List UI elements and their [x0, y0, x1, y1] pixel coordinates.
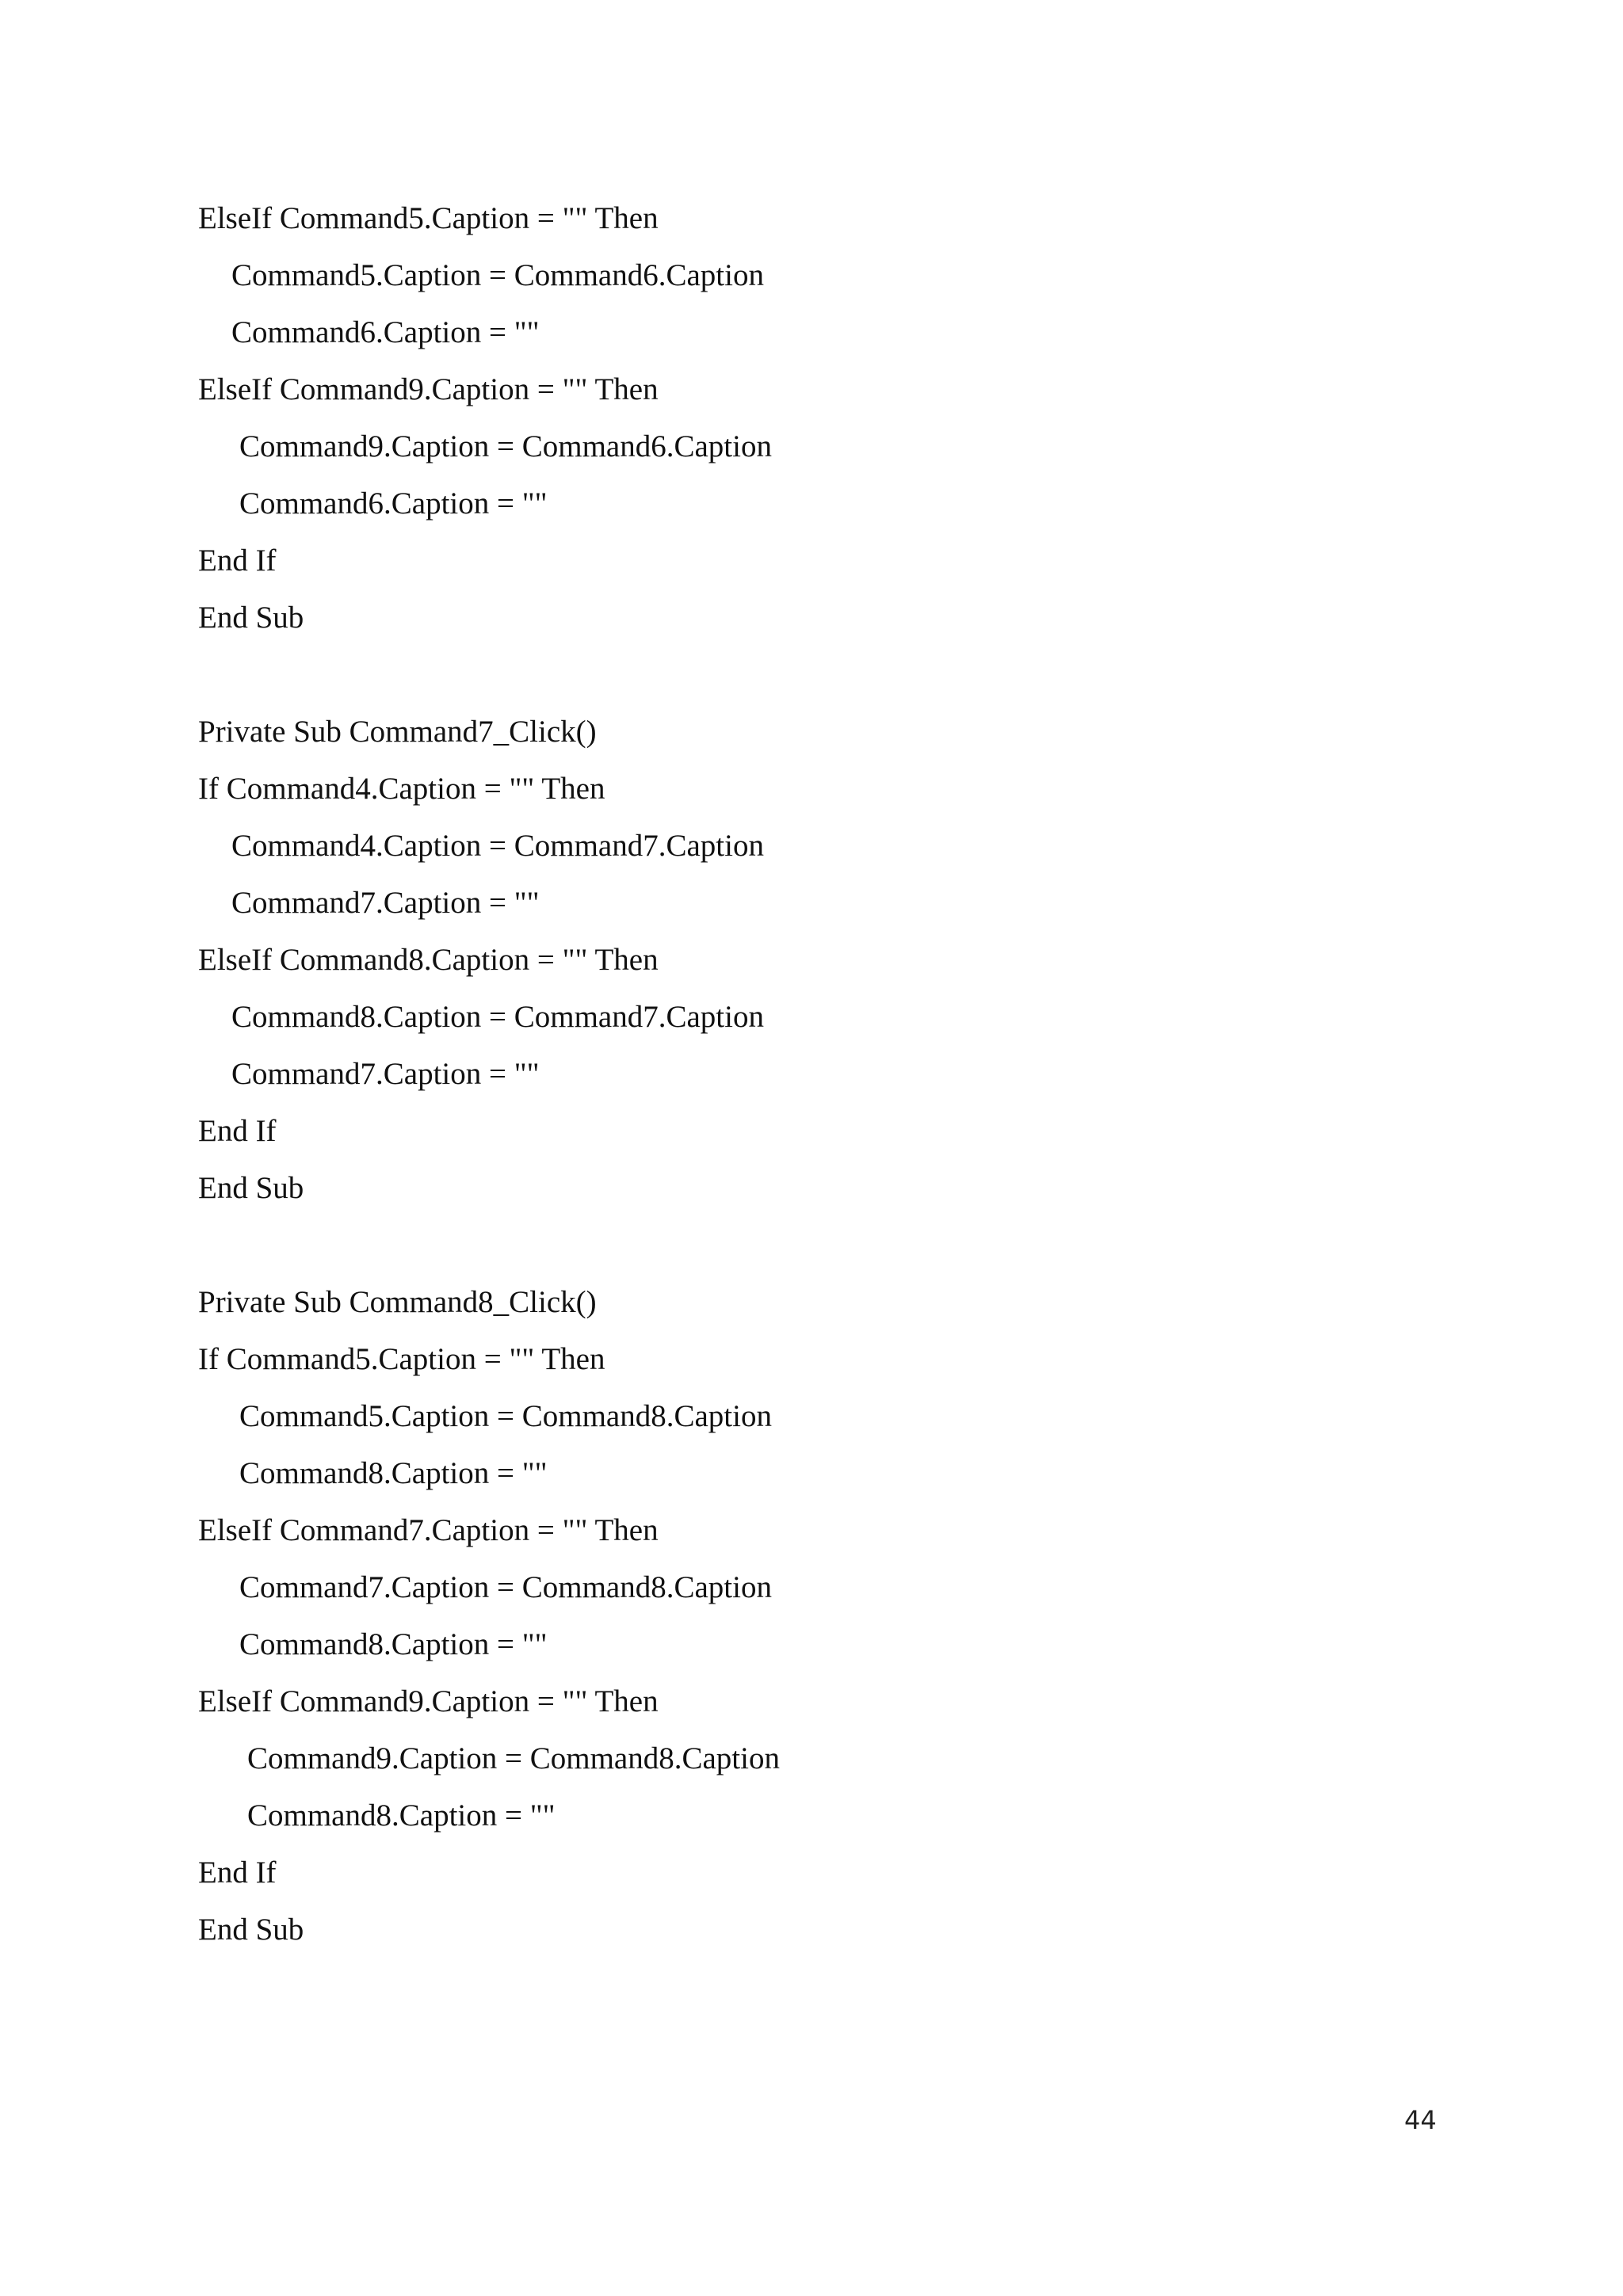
- code-line: Command8.Caption = "": [239, 1627, 548, 1661]
- code-line: ElseIf Command5.Caption = "" Then: [198, 201, 659, 235]
- code-line: End Sub: [198, 601, 304, 635]
- code-line: ElseIf Command9.Caption = "" Then: [198, 372, 659, 406]
- code-line: ElseIf Command8.Caption = "" Then: [198, 943, 659, 977]
- blank-line: [198, 651, 780, 708]
- code-line: End Sub: [198, 1913, 304, 1947]
- code-line: Command5.Caption = Command6.Caption: [231, 258, 764, 292]
- code-line: Command9.Caption = Command6.Caption: [239, 429, 772, 463]
- code-line: If Command4.Caption = "" Then: [198, 772, 605, 806]
- code-line: Command6.Caption = "": [231, 315, 540, 349]
- code-line: Command7.Caption = "": [231, 886, 540, 920]
- code-line: Command8.Caption = "": [239, 1456, 548, 1490]
- code-line: Command8.Caption = Command7.Caption: [231, 1000, 764, 1034]
- code-listing: [198, 195, 780, 1963]
- code-line: ElseIf Command7.Caption = "" Then: [198, 1513, 659, 1547]
- page-number: 44: [1404, 2105, 1437, 2135]
- code-line: Private Sub Command8_Click(): [198, 1285, 597, 1319]
- code-line: Command4.Caption = Command7.Caption: [231, 829, 764, 863]
- code-line: End If: [198, 1855, 277, 1890]
- code-line: If Command5.Caption = "" Then: [198, 1342, 605, 1376]
- code-line: Command7.Caption = "": [231, 1057, 540, 1091]
- code-line: ElseIf Command9.Caption = "" Then: [198, 1684, 659, 1718]
- code-line: Command5.Caption = Command8.Caption: [239, 1399, 772, 1433]
- code-line: Private Sub Command7_Click(): [198, 715, 597, 749]
- blank-line: [198, 1222, 780, 1279]
- code-line: Command6.Caption = "": [239, 486, 548, 521]
- code-line: Command8.Caption = "": [247, 1798, 556, 1833]
- code-line: Command9.Caption = Command8.Caption: [247, 1741, 780, 1775]
- code-line: Command7.Caption = Command8.Caption: [239, 1570, 772, 1604]
- code-line: End If: [198, 1114, 277, 1148]
- code-line: End Sub: [198, 1171, 304, 1205]
- code-line: End If: [198, 543, 277, 578]
